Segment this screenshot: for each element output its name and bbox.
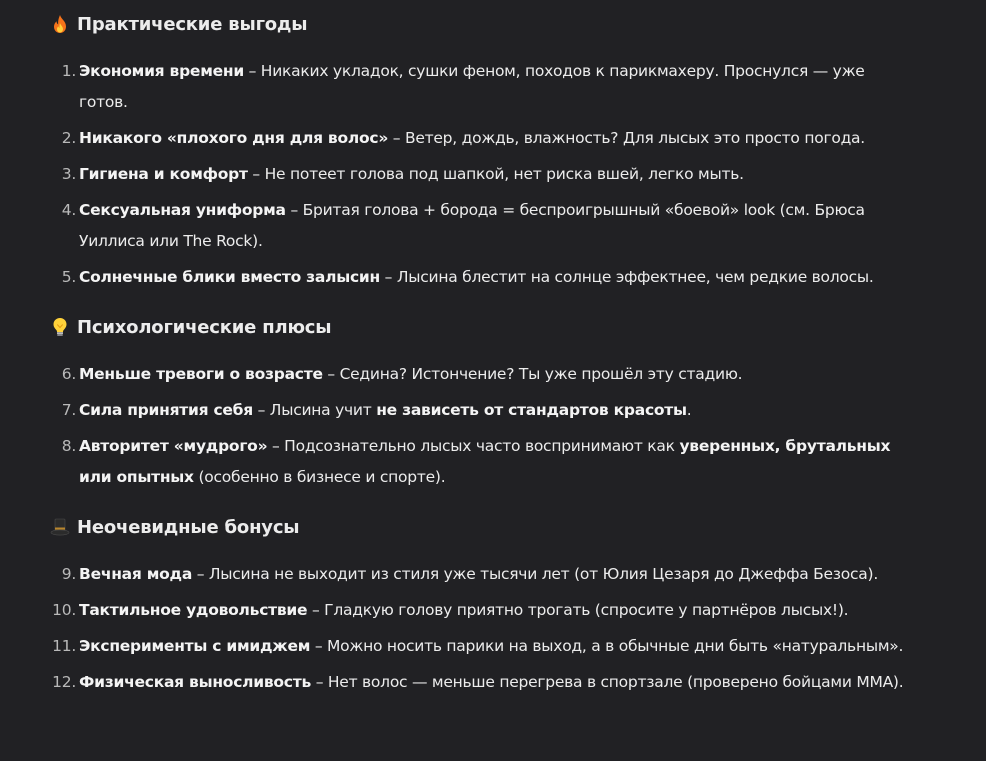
- list-item: 1. Экономия времени – Никаких укладок, сушки феном, походов к парикмахеру. Проснулся — уже готов.: [61, 62, 865, 111]
- section-unobvious-bonuses: [50, 513, 906, 698]
- list-item: 2. Никакого «плохого дня для волос» – Ветер, дождь, влажность? Для лысых это просто погода.: [61, 129, 865, 147]
- list-item: 9. Вечная мода – Лысина не выходит из стиля уже тысячи лет (от Юлия Цезаря до Джеффа Безоса).: [61, 565, 879, 583]
- section-title: Практические выгоды: [77, 13, 308, 35]
- top-hat-icon: [50, 516, 70, 538]
- list-item: 3. Гигиена и комфорт – Не потеет голова под шапкой, нет риска вшей, легко мыть.: [61, 165, 744, 183]
- section-title: Психологические плюсы: [77, 316, 332, 338]
- section-practical-benefits: [50, 10, 906, 293]
- list-item: 10. Тактильное удовольствие – Гладкую голову приятно трогать (спросите у партнёров лысых!).: [52, 601, 849, 619]
- section-psychological-pluses: [50, 313, 906, 493]
- section-heading: [50, 10, 906, 38]
- fire-icon: [50, 13, 70, 35]
- list-item: 4. Сексуальная униформа – Бритая голова + борода = беспроигрышный «боевой» look (см. Брюса Уиллиса или The Rock).: [61, 201, 865, 250]
- list-item: 12. Физическая выносливость – Нет волос — меньше перегрева в спортзале (проверено бойцами ММА).: [52, 673, 904, 691]
- list-item: 6. Меньше тревоги о возрасте – Седина? Истончение? Ты уже прошёл эту стадию.: [61, 365, 743, 383]
- section-heading: [50, 313, 906, 341]
- light-bulb-icon: [50, 316, 70, 338]
- list-item: 8. Авторитет «мудрого» – Подсознательно лысых часто воспринимают как уверенных, брутальных или опытных (особенно в бизнесе и спорте).: [61, 437, 891, 486]
- section-heading: [50, 513, 906, 541]
- list-item: 7. Сила принятия себя – Лысина учит не зависеть от стандартов красоты.: [61, 401, 692, 419]
- section-title: Неочевидные бонусы: [77, 516, 300, 538]
- list-item: 5. Солнечные блики вместо залысин – Лысина блестит на солнце эффектнее, чем редкие волосы.: [61, 268, 874, 286]
- list-item: 11. Эксперименты с имиджем – Можно носить парики на выход, а в обычные дни быть «натуральным».: [52, 637, 904, 655]
